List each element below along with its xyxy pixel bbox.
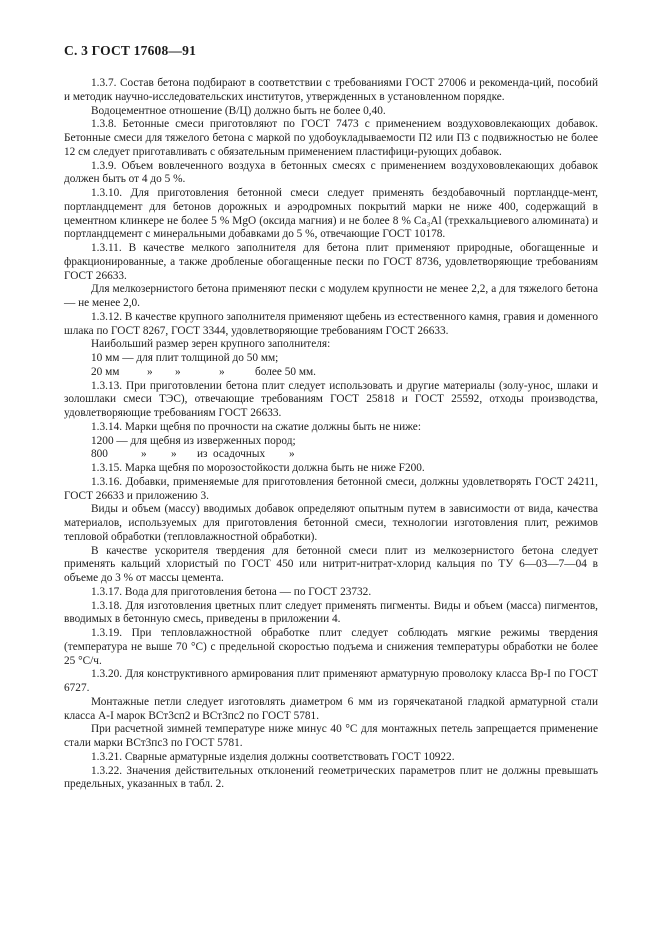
paragraph-1-3-7: 1.3.7. Состав бетона подбирают в соответствии с требованиями ГОСТ 27006 и рекоменда-ций, пособий и методик научно-исследовательских институтов, утвержденных в установленном порядке. — [64, 77, 598, 103]
size-row-20mm: 20 мм » » » более 50 мм. — [91, 365, 316, 378]
paragraph-1-3-10: 1.3.10. Для приготовления бетонной смеси следует применять бездобавочный портландце-мент, портландцемент для бетонов дорожных и аэродромных покрытий марки не ниже 400, содержащий в цементном клинкере не более 5 % MgO (оксида магния) и не более 8 % Ca₃Al (трехкальциевого алюмината) и портландцемент с минеральными добавками до 5 %, отвечающие ГОСТ 10178. — [64, 187, 598, 241]
paragraph-1-3-16: 1.3.16. Добавки, применяемые для приготовления бетонной смеси, должны удовлетворять ГОСТ 24211, ГОСТ 26633 и приложению 3. — [64, 475, 598, 502]
size-row-10mm: 10 мм — для плит толщиной до 50 мм; — [91, 352, 279, 364]
paragraph-1-3-15: 1.3.15. Марка щебня по морозостойкости должна быть не ниже F200. — [91, 462, 425, 474]
grade-row-1200: 1200 — для щебня из изверженных пород; — [91, 434, 296, 447]
page-header: С. 3 ГОСТ 17608—91 — [64, 43, 197, 58]
paragraph-1-3-20: 1.3.20. Для конструктивного армирования плит применяют арматурную проволоку класса Вр-I по ГОСТ 6727. — [64, 668, 598, 694]
paragraph-fine-concrete: Для мелкозернистого бетона применяют пески с модулем крупности не менее 2,2, а для тяжелого бетона — не менее 2,0. — [64, 283, 598, 309]
paragraph-additive-amount: Виды и объем (массу) вводимых добавок определяют опытным путем в зависимости от вида, качества материалов, используемых для приготовления бетонной смеси, технологии изготовления плит, режимов тепловой обработки (тепловлажностной обработки). — [64, 503, 598, 543]
paragraph-1-3-19: 1.3.19. При тепловлажностной обработке плит следует соблюдать мягкие режимы твердения (температура не выше 70 °С) с предельной скоростью подъема и снижения температуры обработки не более 25 °С/ч. — [64, 627, 598, 667]
paragraph-accelerator: В качестве ускорителя твердения для бетонной смеси плит из мелкозернистого бетона следует применять кальций хлористый по ГОСТ 450 или нитрит-нитрат-хлорид кальция по ТУ 6—03—7—04 в объеме до 3 % от массы цемента. — [64, 544, 598, 584]
paragraph-1-3-14: 1.3.14. Марки щебня по прочности на сжатие должны быть не ниже: — [91, 420, 421, 433]
paragraph-1-3-21: 1.3.21. Сварные арматурные изделия должны соответствовать ГОСТ 10922. — [91, 750, 455, 763]
document-body — [64, 77, 598, 792]
paragraph-mounting-loops: Монтажные петли следует изготовлять диаметром 6 мм из горячекатаной гладкой арматурной стали класса А-I марок ВСт3сп2 и ВСт3пс2 по ГОСТ 5781. — [64, 695, 598, 722]
paragraph-winter-temp: При расчетной зимней температуре ниже минус 40 °С для монтажных петель запрещается применение стали марки ВСт3пс3 по ГОСТ 5781. — [64, 723, 598, 749]
paragraph-1-3-17: 1.3.17. Вода для приготовления бетона — по ГОСТ 23732. — [91, 585, 372, 598]
paragraph-wc-ratio: Водоцементное отношение (В/Ц) должно быть не более 0,40. — [91, 104, 386, 117]
paragraph-1-3-22: 1.3.22. Значения действительных отклонений геометрических параметров плит не должны превышать предельных, указанных в табл. 2. — [64, 764, 598, 791]
paragraph-max-grain: Наибольший размер зерен крупного заполнителя: — [91, 338, 331, 351]
paragraph-1-3-8: 1.3.8. Бетонные смеси приготовляют по ГОСТ 7473 с применением воздухововлекающих добавок. Бетонные смеси для тяжелого бетона с маркой по удобоукладываемости П2 или П3 с подвижностью не более 12 см следует приготавливать с обязательным применением пластифици-рующих добавок. — [64, 118, 598, 158]
paragraph-1-3-13: 1.3.13. При приготовлении бетона плит следует использовать и другие материалы (золу-унос, шлаки и золошлаки смеси ТЭС), отвечающие требованиям ГОСТ 25818 и ГОСТ 25592, отходы производства, удовлетворяющие требованиям ГОСТ 26633. — [64, 379, 598, 419]
paragraph-1-3-9: 1.3.9. Объем вовлеченного воздуха в бетонных смесях с применением воздухововлекающих добавок должен быть от 4 до 5 %. — [64, 159, 598, 186]
paragraph-1-3-18: 1.3.18. Для изготовления цветных плит следует применять пигменты. Виды и объем (масса) пигментов, вводимых в бетонную смесь, приведены в приложении 4. — [64, 599, 598, 626]
grade-row-800: 800 » » из осадочных » — [91, 448, 295, 461]
paragraph-1-3-12: 1.3.12. В качестве крупного заполнителя применяют щебень из естественного камня, гравия и доменного шлака по ГОСТ 8267, ГОСТ 3344, удовлетворяющие требованиям ГОСТ 26633. — [64, 310, 598, 337]
paragraph-1-3-11: 1.3.11. В качестве мелкого заполнителя для бетона плит применяют природные, обогащенные и фракционированные, а также дробленые обогащенные пески по ГОСТ 8736, удовлетворяющие требованиям ГОСТ 26633. — [64, 242, 598, 282]
